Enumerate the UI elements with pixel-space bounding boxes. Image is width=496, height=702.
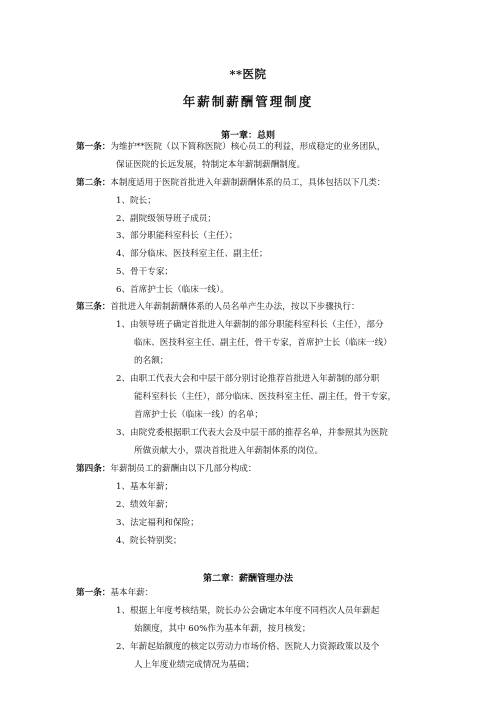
ch1-art2-label: 第二条： — [76, 178, 111, 188]
list-item: 5、骨干专家； — [116, 267, 174, 277]
list-item: 4、部分临床、医技科室主任、副主任； — [116, 249, 268, 259]
ch2-art1-line1: 第一条：基本年薪： — [76, 588, 154, 598]
list-item: 6、首席护士长（临床一线）。 — [116, 285, 229, 295]
list-item: 3、部分职能科室科长（主任）； — [116, 231, 238, 241]
ch2-art1-item1-line1: 1、根据上年度考核结果，院长办公会确定本年度不同档次人员年薪起 — [116, 606, 380, 616]
ch1-art3-item1-line2: 临床、医技科室主任、副主任，骨干专家，首席护士长（临床一线） — [134, 338, 392, 348]
ch1-art4-label: 第四条： — [76, 464, 111, 474]
ch1-art3-item1-line1: 1、由领导班子确定首批进入年薪制的部分职能科室科长（主任），部分 — [116, 320, 384, 330]
ch2-art1-item2-line2: 人上年度业绩完成情况为基础； — [134, 660, 255, 670]
ch1-art3-item1-line3: 的名额； — [134, 356, 169, 366]
list-item: 1、基本年薪； — [116, 482, 174, 492]
ch2-art1-item2-line1: 2、年薪起始额度的核定以劳动力市场价格、医院人力资源政策以及个 — [116, 642, 380, 652]
ch1-art4-line1: 第四条：年薪制员工的薪酬由以下几部分构成： — [76, 464, 257, 474]
chapter2-heading: 第二章：薪酬管理办法 — [202, 574, 293, 584]
chapter1-heading: 第一章：总则 — [220, 131, 275, 141]
ch1-art3-item2-line1: 2、由职工代表大会和中层干部分别讨论推荐首批进入年薪制的部分职 — [116, 374, 380, 384]
list-item: 2、绩效年薪； — [116, 500, 174, 510]
list-item: 3、法定福利和保险； — [116, 518, 199, 528]
list-item: 1、院长； — [116, 196, 156, 206]
ch2-art1-item1-line2: 始额度，其中 60%作为基本年薪，按月核发； — [134, 624, 311, 634]
ch1-art3-label: 第三条： — [76, 302, 111, 312]
document-system-title: 年薪制薪酬管理制度 — [182, 94, 314, 109]
ch1-art3-line1: 第三条：首批进入年薪制薪酬体系的人员名单产生办法，按以下步骤执行： — [76, 302, 360, 312]
ch1-art3-item2-line2: 能科室科长（主任），部分临床、医技科室主任、副主任，骨干专家， — [134, 392, 397, 402]
list-item: 4、院长特别奖； — [116, 536, 182, 546]
ch1-art3-item3-line1: 3、由院党委根据职工代表大会及中层干部的推荐名单，并参照其为医院 — [116, 428, 388, 438]
ch1-art3-item3-line2: 所做贡献大小，票决首批进入年薪制体系的岗位。 — [134, 446, 324, 456]
list-item: 2、副院级领导班子成员； — [116, 214, 216, 224]
ch2-art1-label: 第一条： — [76, 588, 111, 598]
document-hospital-title: **医院 — [229, 67, 267, 81]
ch1-art2-line1: 第二条：本制度适用于医院首批进入年薪制薪酬体系的员工，具体包括以下几类： — [76, 178, 386, 188]
ch1-art1-line2: 保证医院的长远发展，特制定本年薪制薪酬制度。 — [116, 160, 306, 170]
ch1-art3-item2-line3: 首席护士长（临床一线）的名单； — [134, 410, 263, 420]
ch1-art1-line1: 第一条：为维护**医院（以下简称医院）核心员工的利益，形成稳定的业务团队， — [76, 142, 386, 152]
ch1-art1-label: 第一条： — [76, 142, 111, 152]
